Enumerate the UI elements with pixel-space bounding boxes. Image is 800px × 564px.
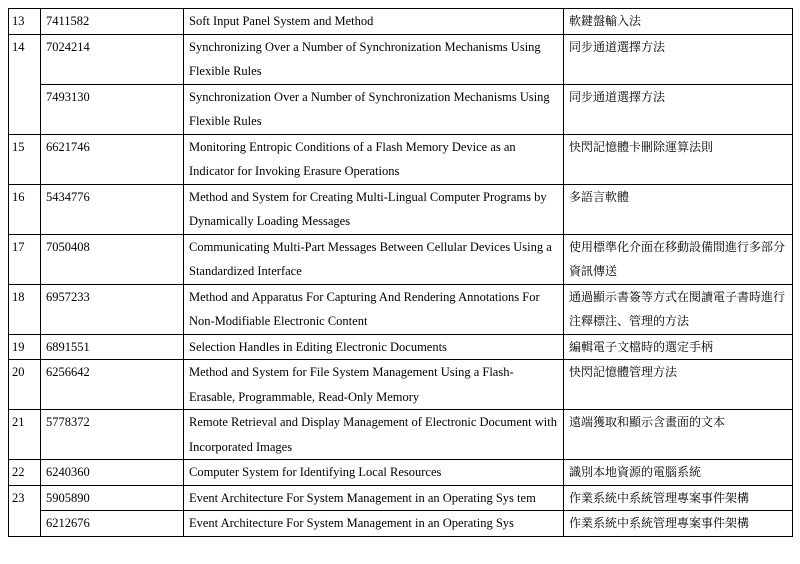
row-number: 19 xyxy=(9,334,41,360)
patent-title: Remote Retrieval and Display Management of Electronic Document with Incorporated Images xyxy=(184,410,564,460)
patent-title: Monitoring Entropic Conditions of a Flash Memory Device as an Indicator for Invoking Erasure Operations xyxy=(184,134,564,184)
table-row xyxy=(9,284,793,334)
chinese-title: 遠端獲取和顯示含畫面的文本 xyxy=(564,410,793,460)
table-row xyxy=(9,334,793,360)
table-row xyxy=(9,460,793,486)
patent-title: Method and System for Creating Multi-Lingual Computer Programs by Dynamically Loading Messages xyxy=(184,184,564,234)
patent-number: 5905890 xyxy=(41,485,184,511)
row-number: 20 xyxy=(9,360,41,410)
chinese-title: 編輯電子文檔時的選定手柄 xyxy=(564,334,793,360)
chinese-title: 快閃記憶體卡刪除運算法則 xyxy=(564,134,793,184)
table-row xyxy=(9,234,793,284)
chinese-title: 識別本地資源的電腦系統 xyxy=(564,460,793,486)
chinese-title: 作業系統中系統管理專案事件架構 xyxy=(564,485,793,511)
row-number: 16 xyxy=(9,184,41,234)
chinese-title: 快閃記憶體管理方法 xyxy=(564,360,793,410)
table-row xyxy=(9,34,793,84)
patent-number: 5434776 xyxy=(41,184,184,234)
row-number: 13 xyxy=(9,9,41,35)
patent-title: Event Architecture For System Management in an Operating Sys tem xyxy=(184,485,564,511)
patent-title: Method and System for File System Management Using a Flash-Erasable, Programmable, Read-Only Memory xyxy=(184,360,564,410)
row-number: 15 xyxy=(9,134,41,184)
table-row xyxy=(9,184,793,234)
patent-number: 6621746 xyxy=(41,134,184,184)
patent-number: 7050408 xyxy=(41,234,184,284)
row-number: 22 xyxy=(9,460,41,486)
table-row xyxy=(9,84,793,134)
chinese-title: 多語言軟體 xyxy=(564,184,793,234)
row-number: 14 xyxy=(9,34,41,134)
patent-title: Event Architecture For System Management in an Operating Sys xyxy=(184,511,564,537)
patent-number: 5778372 xyxy=(41,410,184,460)
chinese-title: 使用標準化介面在移動設備間進行多部分資訊傳送 xyxy=(564,234,793,284)
patent-title: Soft Input Panel System and Method xyxy=(184,9,564,35)
table-row xyxy=(9,485,793,511)
patent-title: Communicating Multi-Part Messages Between Cellular Devices Using a Standardized Interface xyxy=(184,234,564,284)
patent-number: 6240360 xyxy=(41,460,184,486)
patent-number: 7024214 xyxy=(41,34,184,84)
row-number: 21 xyxy=(9,410,41,460)
patent-title: Synchronization Over a Number of Synchronization Mechanisms Using Flexible Rules xyxy=(184,84,564,134)
table-row xyxy=(9,134,793,184)
chinese-title: 作業系統中系統管理專案事件架構 xyxy=(564,511,793,537)
chinese-title: 同步通道選擇方法 xyxy=(564,84,793,134)
patent-number: 6256642 xyxy=(41,360,184,410)
table-row xyxy=(9,360,793,410)
row-number: 18 xyxy=(9,284,41,334)
chinese-title: 通過顯示書簽等方式在閱讀電子書時進行注釋標注、管理的方法 xyxy=(564,284,793,334)
patent-number: 6957233 xyxy=(41,284,184,334)
patent-number: 6891551 xyxy=(41,334,184,360)
table-row xyxy=(9,410,793,460)
patent-table xyxy=(8,8,793,537)
patent-number: 7493130 xyxy=(41,84,184,134)
patent-number: 6212676 xyxy=(41,511,184,537)
patent-title: Computer System for Identifying Local Resources xyxy=(184,460,564,486)
patent-title: Synchronizing Over a Number of Synchronization Mechanisms Using Flexible Rules xyxy=(184,34,564,84)
chinese-title: 同步通道選擇方法 xyxy=(564,34,793,84)
patent-title: Method and Apparatus For Capturing And Rendering Annotations For Non-Modifiable Electronic Content xyxy=(184,284,564,334)
table-row xyxy=(9,511,793,537)
row-number: 23 xyxy=(9,485,41,536)
patent-title: Selection Handles in Editing Electronic Documents xyxy=(184,334,564,360)
chinese-title: 軟鍵盤輸入法 xyxy=(564,9,793,35)
table-row xyxy=(9,9,793,35)
row-number: 17 xyxy=(9,234,41,284)
patent-number: 7411582 xyxy=(41,9,184,35)
